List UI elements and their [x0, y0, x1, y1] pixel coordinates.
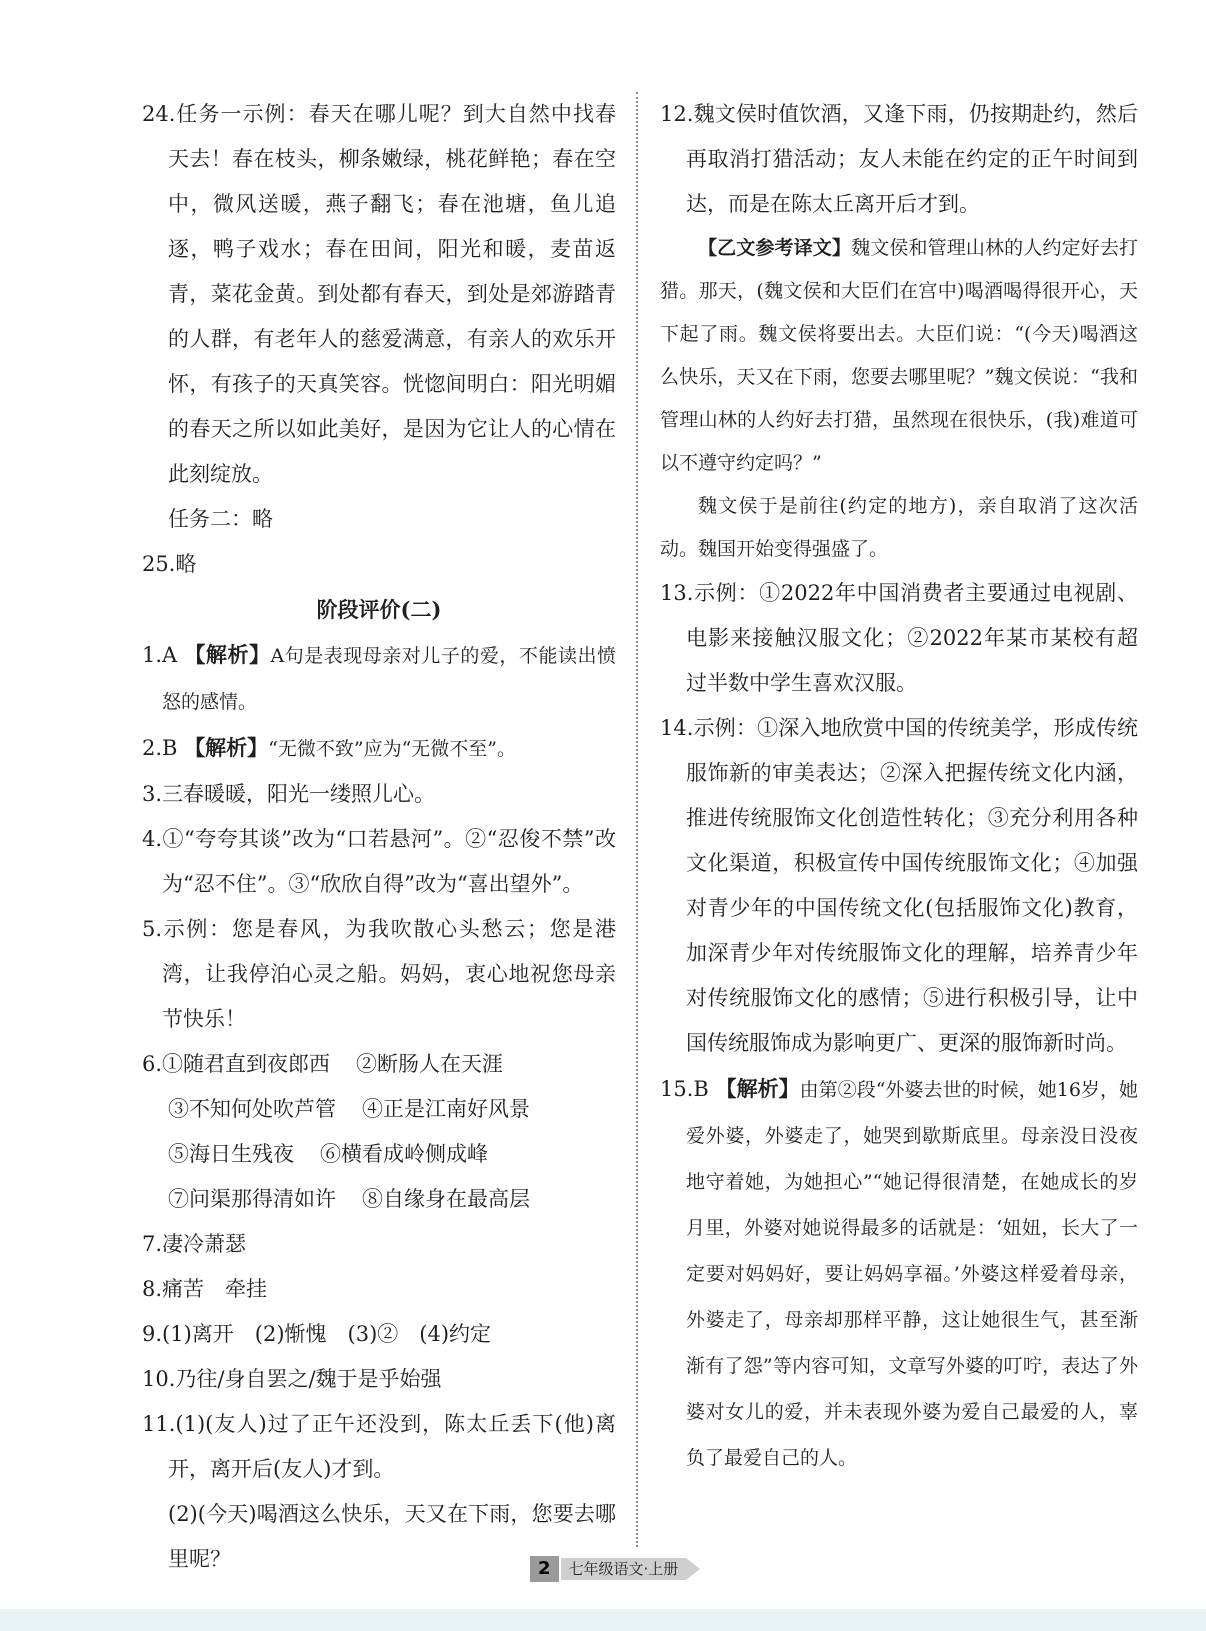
poem-line: ⑦问渠那得清如许	[168, 1187, 336, 1211]
poem-row	[142, 1132, 616, 1177]
answer-15-number: 15.B	[660, 1077, 709, 1101]
answer-10: 10.乃往/身自罢之/魏于是乎始强	[142, 1367, 442, 1391]
answer-25: 25.略	[142, 552, 197, 576]
section-title: 阶段评价(二)	[316, 597, 442, 622]
column-divider	[636, 92, 638, 1547]
answer-15	[660, 1066, 1138, 1481]
left-column	[142, 92, 616, 1582]
answer-2-text: “无微不致”应为“无微不至”。	[268, 738, 517, 760]
analysis-tag: 【解析】	[184, 642, 271, 667]
poem-line: ③不知何处吹芦管	[168, 1097, 336, 1121]
translation-text: 魏文侯和管理山林的人约定好去打猎。那天，(魏文侯和大臣们在宫中)喝酒喝得很开心，天下起了雨。魏文侯将要出去。大臣们说：“(今天)喝酒这么快乐，天又在下雨，您要去哪里呢？”魏文侯说：“我和管理山林的人约好去打猎，虽然现在很快乐，(我)难道可以不遵守约定吗？”	[660, 237, 1138, 474]
poem-line: ⑥横看成岭侧成峰	[320, 1142, 488, 1166]
answer-24-task2: 任务二：略	[168, 507, 273, 531]
answer-1-text: A句是表现母亲对儿子的爱，不能读出愤怒的感情。	[162, 645, 616, 713]
answer-2	[142, 725, 616, 772]
answer-4: 4.①“夸夸其谈”改为“口若悬河”。②“忍俊不禁”改为“忍不住”。③“欣欣自得”改为“喜出望外”。	[142, 827, 616, 896]
poem-row	[142, 1042, 616, 1087]
analysis-tag: 【解析】	[184, 735, 269, 760]
answer-9: 9.(1)离开 (2)惭愧 (3)② (4)约定	[142, 1322, 492, 1346]
translation-paragraph-2: 魏文侯于是前往(约定的地方)，亲自取消了这次活动。魏国开始变得强盛了。	[660, 495, 1138, 560]
poem-line: ②断肠人在天涯	[356, 1052, 504, 1076]
answer-3: 3.三春暖暖，阳光一缕照儿心。	[142, 782, 436, 806]
arrow-icon	[686, 1558, 700, 1580]
poem-line: ①随君直到夜郎西	[162, 1052, 331, 1076]
answer-5: 5.示例：您是春风，为我吹散心头愁云；您是港湾，让我停泊心灵之船。妈妈，衷心地祝您母亲节快乐！	[142, 917, 616, 1031]
book-title: 七年级语文·上册	[561, 1558, 687, 1580]
translation-tag: 【乙文参考译文】	[698, 237, 852, 259]
answer-24: 24.任务一示例：春天在哪儿呢？到大自然中找春天去！春在枝头，柳条嫩绿，桃花鲜艳；春在空中，微风送暖，燕子翻飞；春在池塘，鱼儿追逐，鸭子戏水；春在田间，阳光和暖，麦苗返青，菜花金黄。到处都有春天，到处是郊游踏青的人群，有老年人的慈爱满意，有亲人的欢乐开怀，有孩子的天真笑容。恍惚间明白：阳光明媚的春天之所以如此美好，是因为它让人的心情在此刻绽放。	[142, 102, 616, 486]
answer-8: 8.痛苦 牵挂	[142, 1277, 268, 1301]
answer-1	[142, 632, 616, 725]
answer-11-2: (2)(今天)喝酒这么快乐，天又在下雨，您要去哪里呢？	[168, 1502, 616, 1571]
poem-line: ⑧自缘身在最高层	[362, 1187, 530, 1211]
answer-6	[142, 1042, 616, 1222]
poem-row	[142, 1177, 616, 1222]
answer-1-number: 1.A	[142, 643, 178, 667]
answer-6-prefix: 6.	[142, 1052, 163, 1076]
answer-13: 13.示例：①2022年中国消费者主要通过电视剧、电影来接触汉服文化；②2022年某市某校有超过半数中学生喜欢汉服。	[660, 581, 1138, 695]
translation-paragraph-1	[660, 227, 1138, 485]
poem-line: ⑤海日生残夜	[168, 1142, 294, 1166]
page-number: 2	[530, 1556, 559, 1582]
analysis-tag: 【解析】	[715, 1076, 800, 1101]
scan-edge	[0, 1609, 1206, 1631]
answer-7: 7.凄冷萧瑟	[142, 1232, 247, 1256]
answer-12: 12.魏文侯时值饮酒，又逢下雨，仍按期赴约，然后再取消打猎活动；友人未能在约定的正午时间到达，而是在陈太丘离开后才到。	[660, 102, 1138, 216]
answer-15-text: 由第②段“外婆去世的时候，她16岁，她爱外婆，外婆走了，她哭到歇斯底里。母亲没日没夜地守着她，为她担心”“她记得很清楚，在她成长的岁月里，外婆对她说得最多的话就是：‘妞妞，长大了一定要对妈妈好，要让妈妈享福。’外婆这样爱着母亲，外婆走了，母亲却那样平静，这让她很生气，甚至渐渐有了怨”等内容可知，文章写外婆的叮咛，表达了外婆对女儿的爱，并未表现外婆为爱自己最爱的人，辜负了最爱自己的人。	[686, 1079, 1138, 1469]
poem-row	[142, 1087, 616, 1132]
answer-2-number: 2.B	[142, 736, 178, 760]
answer-14: 14.示例：①深入地欣赏中国的传统美学，形成传统服饰新的审美表达；②深入把握传统文化内涵，推进传统服饰文化创造性转化；③充分利用各种文化渠道，积极宣传中国传统服饰文化；④加强对青少年的中国传统文化(包括服饰文化)教育，加深青少年对传统服饰文化的理解，培养青少年对传统服饰文化的感情；⑤进行积极引导，让中国传统服饰成为影响更广、更深的服饰新时尚。	[660, 716, 1138, 1055]
poem-line: ④正是江南好风景	[362, 1097, 530, 1121]
page-footer	[530, 1555, 705, 1583]
answer-11-1: 11.(1)(友人)过了正午还没到，陈太丘丢下(他)离开，离开后(友人)才到。	[142, 1412, 616, 1481]
right-column	[660, 92, 1138, 1481]
